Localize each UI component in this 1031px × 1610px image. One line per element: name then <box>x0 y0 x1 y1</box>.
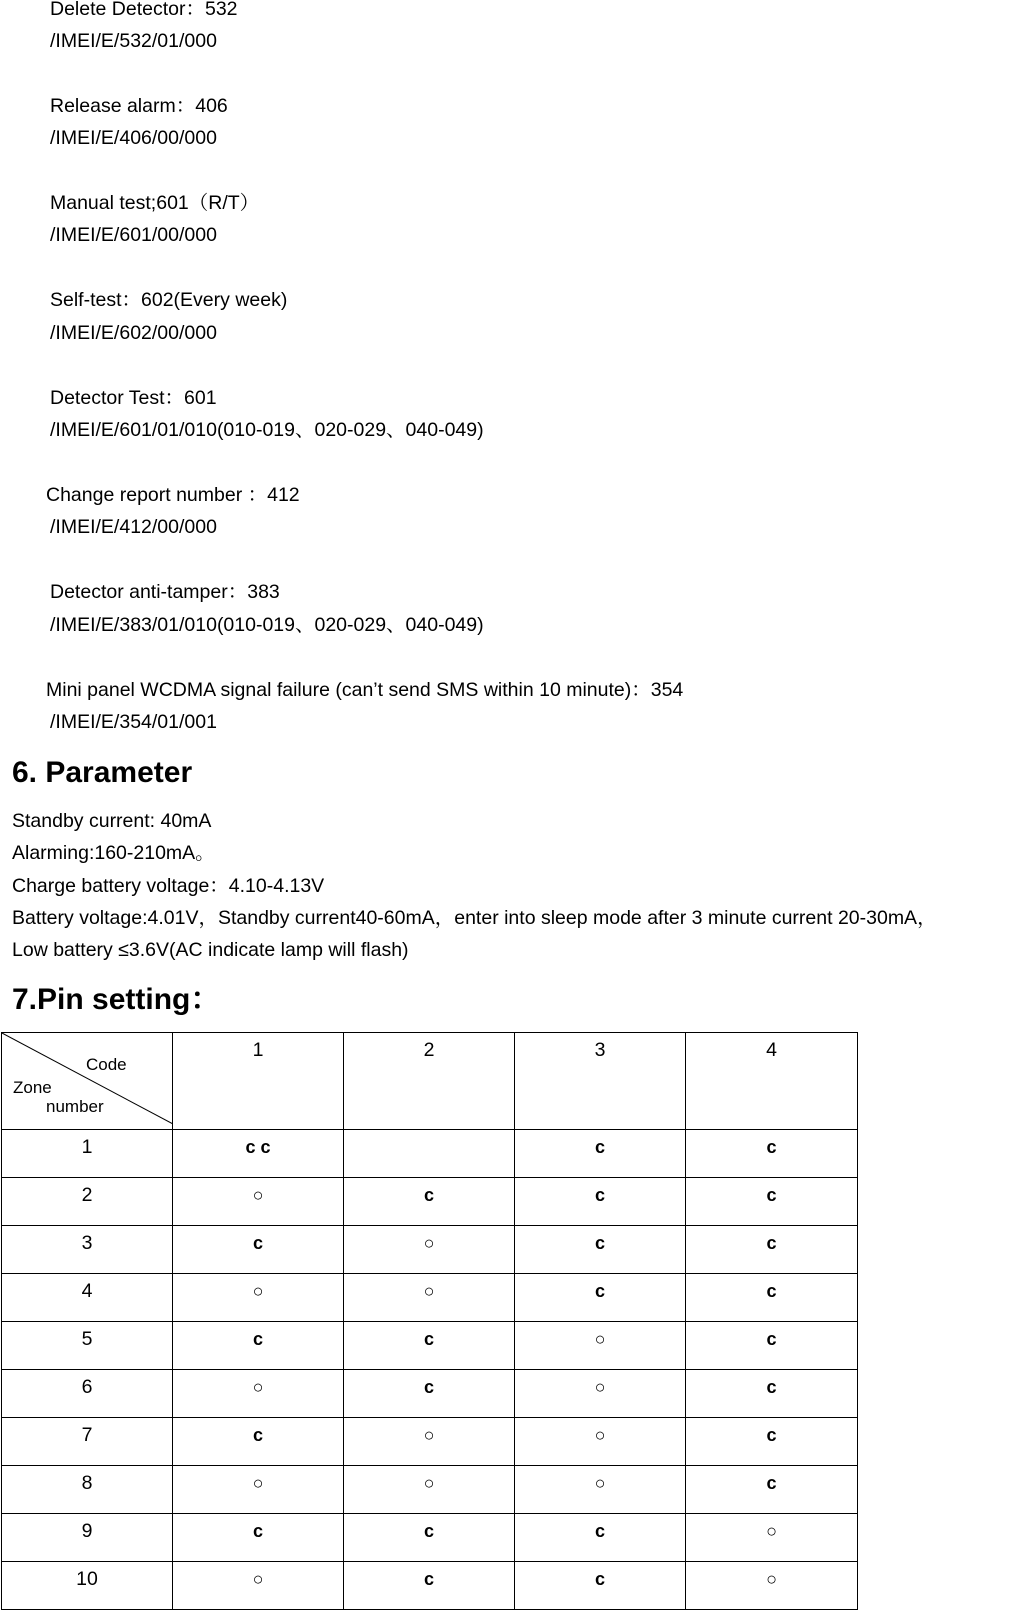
event-label: Detector Test：601 <box>50 387 217 409</box>
event-label: Delete Detector：532 <box>50 0 238 20</box>
zone-cell: 3 <box>2 1226 173 1274</box>
zone-cell: 7 <box>2 1418 173 1466</box>
table-row <box>2 1322 858 1370</box>
pin-cell: ○ <box>515 1322 686 1370</box>
pin-cell: c <box>686 1274 858 1322</box>
pin-cell: c <box>686 1178 858 1226</box>
event-label: Change report number ：412 <box>46 484 300 506</box>
pin-cell: c <box>686 1466 858 1514</box>
zone-cell: 9 <box>2 1514 173 1562</box>
pin-cell: ○ <box>344 1274 515 1322</box>
pin-cell: c <box>686 1322 858 1370</box>
event-code: /IMEI/E/354/01/001 <box>50 711 217 733</box>
pin-cell: ○ <box>686 1514 858 1562</box>
parameter-line: Standby current: 40mA <box>12 810 212 832</box>
event-label: Mini panel WCDMA signal failure (can’t send SMS within 10 minute)：354 <box>46 679 684 701</box>
zone-cell: 1 <box>2 1130 173 1178</box>
parameter-line: Charge battery voltage：4.10-4.13V <box>12 875 325 897</box>
corner-zone-label: Zone <box>13 1078 52 1097</box>
pin-cell: c <box>515 1178 686 1226</box>
event-code: /IMEI/E/602/00/000 <box>50 322 217 344</box>
parameter-heading: 6. Parameter <box>12 756 193 789</box>
pin-cell: c <box>686 1370 858 1418</box>
zone-cell: 4 <box>2 1274 173 1322</box>
table-row <box>2 1130 858 1178</box>
column-header: 1 <box>173 1033 344 1130</box>
pin-cell: ○ <box>173 1466 344 1514</box>
pin-cell: c <box>344 1370 515 1418</box>
pin-cell: ○ <box>173 1562 344 1610</box>
table-row <box>2 1514 858 1562</box>
event-label: Manual test;601（R/T） <box>50 192 260 214</box>
pin-cell: c <box>344 1514 515 1562</box>
zone-cell: 8 <box>2 1466 173 1514</box>
event-code: /IMEI/E/412/00/000 <box>50 516 217 538</box>
zone-cell: 5 <box>2 1322 173 1370</box>
pin-cell: c <box>173 1322 344 1370</box>
table-row <box>2 1562 858 1610</box>
pin-cell: ○ <box>515 1466 686 1514</box>
pin-cell: c <box>344 1562 515 1610</box>
event-label: Self-test：602(Every week) <box>50 289 288 311</box>
pin-cell <box>344 1130 515 1178</box>
event-code: /IMEI/E/383/01/010(010-019、020-029、040-049) <box>50 614 484 636</box>
pin-cell: c <box>515 1562 686 1610</box>
pin-cell: ○ <box>344 1226 515 1274</box>
table-row <box>2 1226 858 1274</box>
zone-cell: 10 <box>2 1562 173 1610</box>
pin-cell: ○ <box>344 1418 515 1466</box>
table-row <box>2 1274 858 1322</box>
parameter-line: Alarming:160-210mA。 <box>12 842 215 864</box>
pin-cell: c <box>173 1418 344 1466</box>
pin-cell: ○ <box>173 1178 344 1226</box>
pin-cell: c <box>173 1226 344 1274</box>
corner-cell <box>2 1033 173 1130</box>
event-label: Detector anti-tamper：383 <box>50 581 280 603</box>
event-code: /IMEI/E/532/01/000 <box>50 30 217 52</box>
table-row <box>2 1418 858 1466</box>
parameter-line: Battery voltage:4.01V，Standby current40-60mA，enter into sleep mode after 3 minute current 20-30mA， <box>12 907 937 929</box>
event-code: /IMEI/E/601/00/000 <box>50 224 217 246</box>
table-header-row <box>2 1033 858 1130</box>
pin-cell: ○ <box>686 1562 858 1610</box>
column-header: 4 <box>686 1033 858 1130</box>
zone-cell: 6 <box>2 1370 173 1418</box>
event-code: /IMEI/E/601/01/010(010-019、020-029、040-049) <box>50 419 484 441</box>
corner-number-label: number <box>46 1097 104 1116</box>
pin-cell: c <box>344 1178 515 1226</box>
pin-cell: c <box>515 1130 686 1178</box>
pin-cell: c <box>515 1226 686 1274</box>
pin-cell: c <box>515 1514 686 1562</box>
pin-cell: ○ <box>515 1418 686 1466</box>
pin-cell: c <box>173 1514 344 1562</box>
event-label: Release alarm：406 <box>50 95 228 117</box>
column-header: 3 <box>515 1033 686 1130</box>
pin-cell: c c <box>173 1130 344 1178</box>
corner-code-label: Code <box>86 1055 127 1074</box>
pin-cell: ○ <box>173 1370 344 1418</box>
table-row <box>2 1370 858 1418</box>
table-row <box>2 1178 858 1226</box>
column-header: 2 <box>344 1033 515 1130</box>
pin-cell: c <box>686 1418 858 1466</box>
pin-cell: c <box>686 1130 858 1178</box>
parameter-line: Low battery ≤3.6V(AC indicate lamp will flash) <box>12 939 409 961</box>
pin-cell: c <box>344 1322 515 1370</box>
zone-cell: 2 <box>2 1178 173 1226</box>
event-code: /IMEI/E/406/00/000 <box>50 127 217 149</box>
pin-cell: ○ <box>515 1370 686 1418</box>
pin-cell: c <box>686 1226 858 1274</box>
table-row <box>2 1466 858 1514</box>
pin-setting-heading: 7.Pin setting： <box>12 983 221 1016</box>
pin-setting-table <box>1 1032 858 1610</box>
pin-cell: ○ <box>344 1466 515 1514</box>
pin-cell: ○ <box>173 1274 344 1322</box>
pin-cell: c <box>515 1274 686 1322</box>
